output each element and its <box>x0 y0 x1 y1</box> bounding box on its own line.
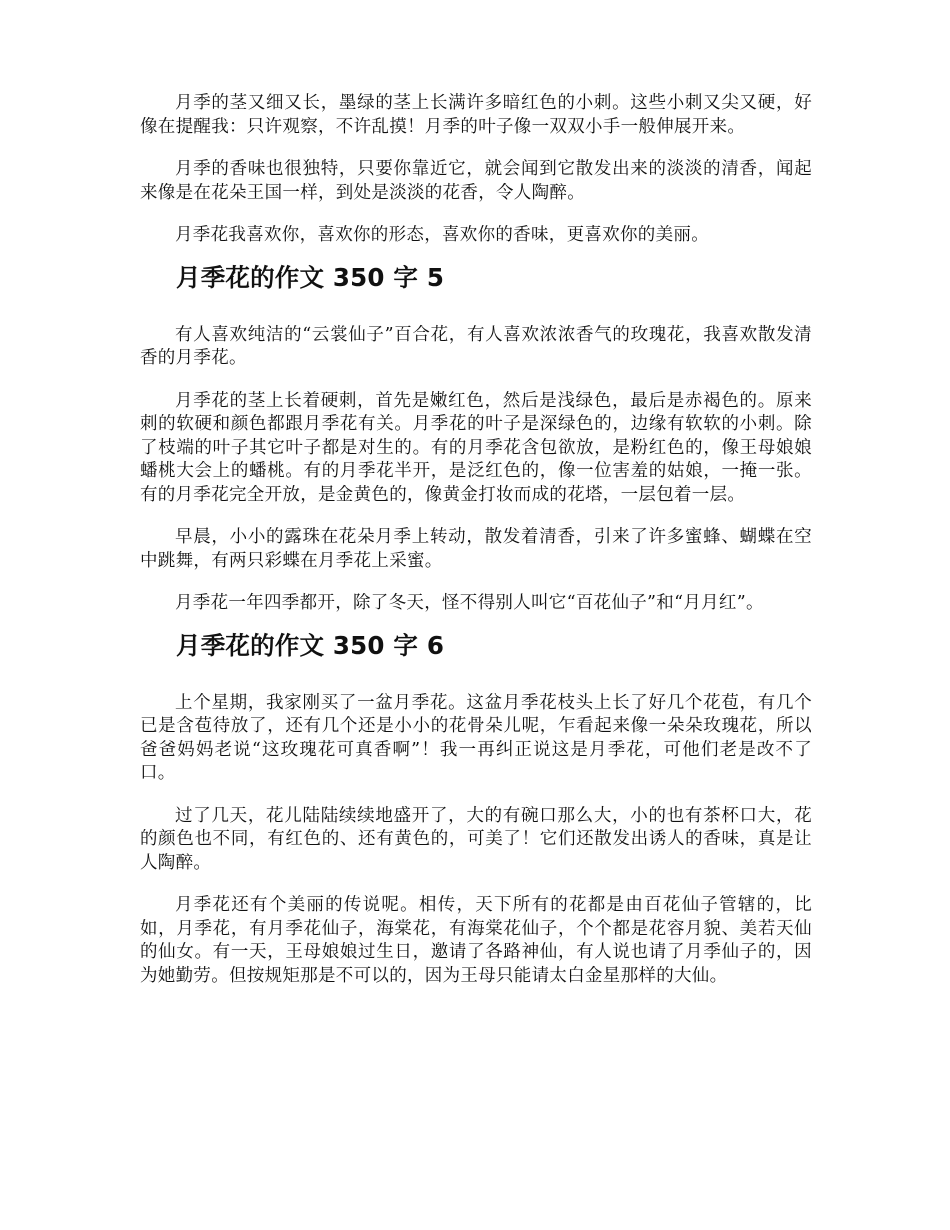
paragraph: 过了几天，花儿陆陆续续地盛开了，大的有碗口那么大，小的也有茶杯口大，花的颜色也不同，有红色的、还有黄色的，可美了！它们还散发出诱人的香味，真是让人陶醉。 <box>140 805 812 873</box>
paragraph: 月季花还有个美丽的传说呢。相传，天下所有的花都是由百花仙子管辖的，比如，月季花，有月季花仙子，海棠花，有海棠花仙子，个个都是花容月貌、美若天仙的仙女。有一天，王母娘娘过生日，邀请了各路神仙，有人说也请了月季仙子的，因为她勤劳。但按规矩那是不可以的，因为王母只能请太白金星那样的大仙。 <box>140 895 812 986</box>
paragraph: 月季花的茎上长着硬刺，首先是嫩红色，然后是浅绿色，最后是赤褐色的。原来刺的软硬和颜色都跟月季花有关。月季花的叶子是深绿色的，边缘有软软的小刺。除了枝端的叶子其它叶子都是对生的。有的月季花含包欲放，是粉红色的，像王母娘娘蟠桃大会上的蟠桃。有的月季花半开，是泛红色的，像一位害羞的姑娘，一掩一张。有的月季花完全开放，是金黄色的，像黄金打妆而成的花塔，一层包着一层。 <box>140 390 812 505</box>
paragraph: 上个星期，我家刚买了一盆月季花。这盆月季花枝头上长了好几个花苞，有几个已是含苞待放了，还有几个还是小小的花骨朵儿呢，乍看起来像一朵朵玫瑰花，所以爸爸妈妈老说“这玫瑰花可真香啊”！我一再纠正说这是月季花，可他们老是改不了口。 <box>140 692 812 783</box>
paragraph: 月季的茎又细又长，墨绿的茎上长满许多暗红色的小刺。这些小刺又尖又硬，好像在提醒我：只许观察，不许乱摸！月季的叶子像一双双小手一般伸展开来。 <box>140 93 812 137</box>
section-heading: 月季花的作文 350 字 5 <box>176 262 445 292</box>
paragraph: 有人喜欢纯洁的“云裳仙子”百合花，有人喜欢浓浓香气的玫瑰花，我喜欢散发清香的月季花。 <box>140 324 812 368</box>
section-heading: 月季花的作文 350 字 6 <box>176 630 445 660</box>
document-page <box>140 92 812 1007</box>
paragraph: 月季花一年四季都开，除了冬天，怪不得别人叫它“百花仙子”和“月月红”。 <box>175 593 764 613</box>
paragraph: 早晨，小小的露珠在花朵月季上转动，散发着清香，引来了许多蜜蜂、蝴蝶在空中跳舞，有两只彩蝶在月季花上采蜜。 <box>140 527 812 571</box>
paragraph: 月季的香味也很独特，只要你靠近它，就会闻到它散发出来的淡淡的清香，闻起来像是在花朵王国一样，到处是淡淡的花香，令人陶醉。 <box>140 159 812 203</box>
paragraph: 月季花我喜欢你，喜欢你的形态，喜欢你的香味，更喜欢你的美丽。 <box>175 225 709 245</box>
